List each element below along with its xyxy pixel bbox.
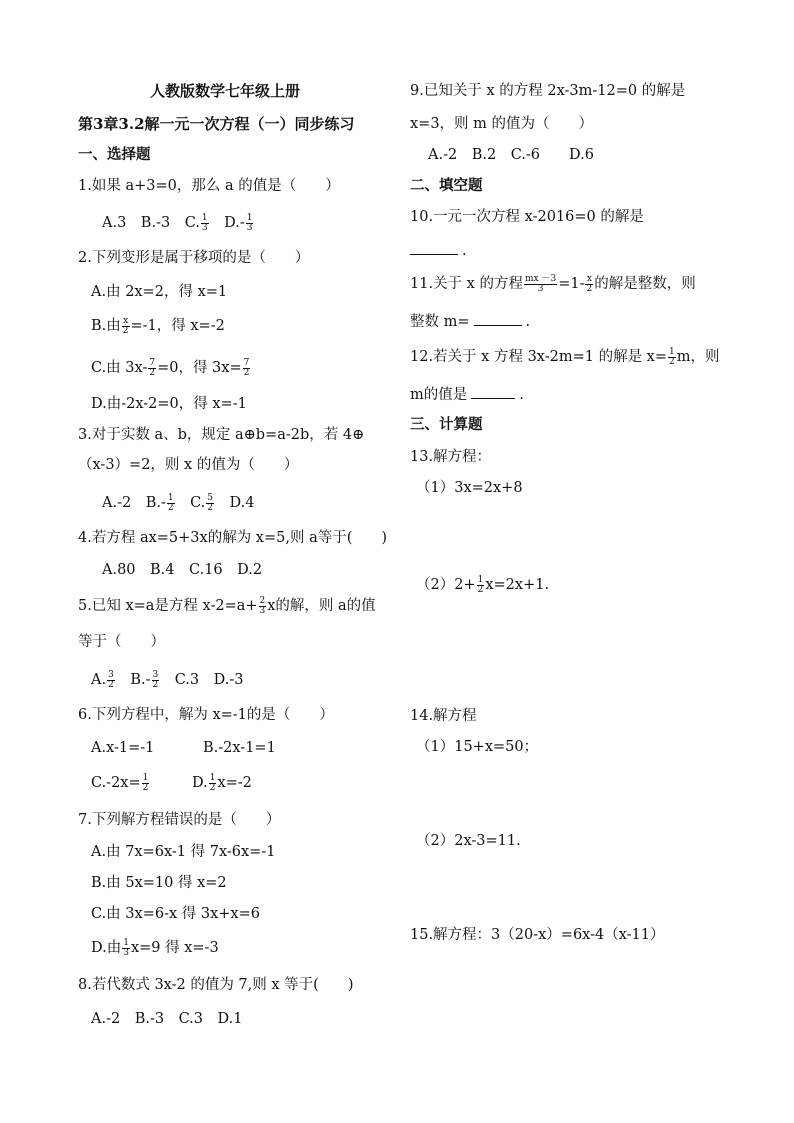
fraction: $\frac{1}{2}$ — [167, 492, 174, 513]
fraction: $\frac{x}{2}$ — [122, 315, 129, 336]
fraction: $\frac{7}{2}$ — [149, 357, 156, 378]
q6-option-d: D. $\frac{1}{2}$ x=-2 — [192, 772, 252, 793]
q7-option-b: B.由 5x=10 得 x=2 — [91, 875, 227, 891]
fraction: $\frac{1}{2}$ — [477, 574, 484, 595]
q6-option-c: C.-2x= $\frac{1}{2}$ — [91, 772, 149, 793]
q8-options: A.-2 B.-3 C.3 D.1 — [91, 1011, 243, 1027]
q11-stem-line2: 整数 m= . — [410, 314, 531, 330]
fraction: $\frac{x}{2}$ — [586, 273, 593, 294]
section-choice-heading: 一、选择题 — [78, 146, 151, 163]
q10-blank[interactable] — [410, 242, 458, 255]
q5-options: A. $\frac{3}{2}$ B.- $\frac{3}{2}$ C.3 D.-3 — [91, 669, 244, 690]
q2-option-b: B.由 $\frac{x}{2}$ =-1，得 x=-2 — [91, 315, 225, 336]
q1-options: A.3 B.-3 C. $\frac{1}{3}$ D.- $\frac{1}{3}$ — [102, 212, 253, 233]
fraction: $\frac{1}{2}$ — [669, 346, 675, 367]
q13-stem: 13.解方程： — [410, 449, 492, 465]
q7-option-d: D.由 $\frac{1}{3}$ x=9 得 x=-3 — [91, 937, 219, 958]
q6-option-a: A.x-1=-1 — [91, 740, 155, 756]
q12-stem-line2: m的值是 . — [410, 387, 524, 403]
q3-options: A.-2 B.- $\frac{1}{2}$ C. $\frac{5}{2}$ D.4 — [102, 492, 255, 513]
q4-stem: 4.若方程 ax=5+3x的解为 x=5,则 a等于( ) — [78, 530, 388, 546]
q5-stem-line1: 5.已知 x=a是方程 x-2=a+ $\frac{2}{3}$ x的解，则 a的值 — [78, 595, 376, 616]
q3-stem-line2: （x-3）=2，则 x 的值为（ ） — [78, 457, 299, 473]
fraction: $\frac{1}{3}$ — [201, 212, 208, 233]
q5-stem-line2: 等于（ ） — [78, 634, 165, 650]
q3-stem-line1: 3.对于实数 a、b，规定 a⊕b=a-2b，若 4⊕ — [78, 427, 365, 443]
section-fill-heading: 二、填空题 — [410, 177, 483, 194]
q2-option-c: C.由 3x- $\frac{7}{2}$ =0，得 3x= $\frac{7}{2}$ — [91, 357, 250, 378]
q9-options: A.-2 B.2 C.-6 D.6 — [428, 147, 594, 163]
q9-stem-line2: x=3，则 m 的值为（ ） — [410, 116, 594, 132]
q14-stem: 14.解方程 — [410, 708, 477, 724]
q6-option-b: B.-2x-1=1 — [203, 740, 276, 756]
fraction: $\frac{1}{2}$ — [209, 772, 216, 793]
q2-option-d: D.由-2x-2=0，得 x=-1 — [91, 396, 247, 412]
q2-stem: 2.下列变形是属于移项的是（ ） — [78, 250, 310, 266]
fraction: $\frac{5}{2}$ — [207, 492, 214, 513]
page-subtitle: 第3章3.2解一元一次方程（一）同步练习 — [78, 115, 355, 133]
fraction: $\frac{3}{2}$ — [108, 669, 114, 690]
fraction: $\frac{mx -3}{3}$ — [524, 273, 557, 294]
q14-part2: （2）2x-3=11. — [416, 833, 521, 849]
fraction: $\frac{1}{3}$ — [246, 212, 253, 233]
q1-stem: 1.如果 a+3=0，那么 a 的值是（ ） — [78, 178, 340, 194]
q4-options: A.80 B.4 C.16 D.2 — [102, 562, 263, 578]
q13-part1: （1）3x=2x+8 — [416, 480, 523, 496]
section-calc-heading: 三、计算题 — [410, 416, 483, 433]
q7-option-a: A.由 7x=6x-1 得 7x-6x=-1 — [91, 844, 276, 860]
fraction: $\frac{7}{2}$ — [243, 357, 250, 378]
fraction: $\frac{2}{3}$ — [259, 595, 266, 616]
fraction: $\frac{1}{2}$ — [142, 772, 149, 793]
q7-stem: 7.下列解方程错误的是（ ） — [78, 812, 281, 828]
q7-option-c: C.由 3x=6-x 得 3x+x=6 — [91, 906, 260, 922]
page-title: 人教版数学七年级上册 — [150, 82, 301, 100]
q8-stem: 8.若代数式 3x-2 的值为 7,则 x 等于( ) — [78, 977, 354, 993]
q11-stem-line1: 11.关于 x 的方程 $\frac{mx -3}{3}$ =1- $\frac{x}{2}$ 的解是整数，则 — [410, 273, 696, 294]
q11-blank[interactable] — [474, 313, 522, 326]
q12-stem-line1: 12.若关于 x 方程 3x-2m=1 的解是 x= $\frac{1}{2}$ m，则 — [410, 346, 720, 367]
q13-part2: （2）2+ $\frac{1}{2}$ x=2x+1. — [416, 574, 550, 595]
q6-stem: 6.下列方程中，解为 x=-1的是（ ） — [78, 707, 334, 723]
fraction: $\frac{1}{3}$ — [123, 937, 129, 958]
fraction: $\frac{3}{2}$ — [152, 669, 159, 690]
q15-stem: 15.解方程：3（20-x）=6x-4（x-11） — [410, 927, 665, 943]
q10-answer-line: . — [410, 241, 467, 261]
q9-stem-line1: 9.已知关于 x 的方程 2x-3m-12=0 的解是 — [410, 83, 686, 99]
q12-blank[interactable] — [471, 386, 515, 399]
q2-option-a: A.由 2x=2，得 x=1 — [91, 284, 228, 300]
q10-stem: 10.一元一次方程 x-2016=0 的解是 — [410, 209, 644, 225]
q14-part1: （1）15+x=50； — [416, 739, 539, 755]
